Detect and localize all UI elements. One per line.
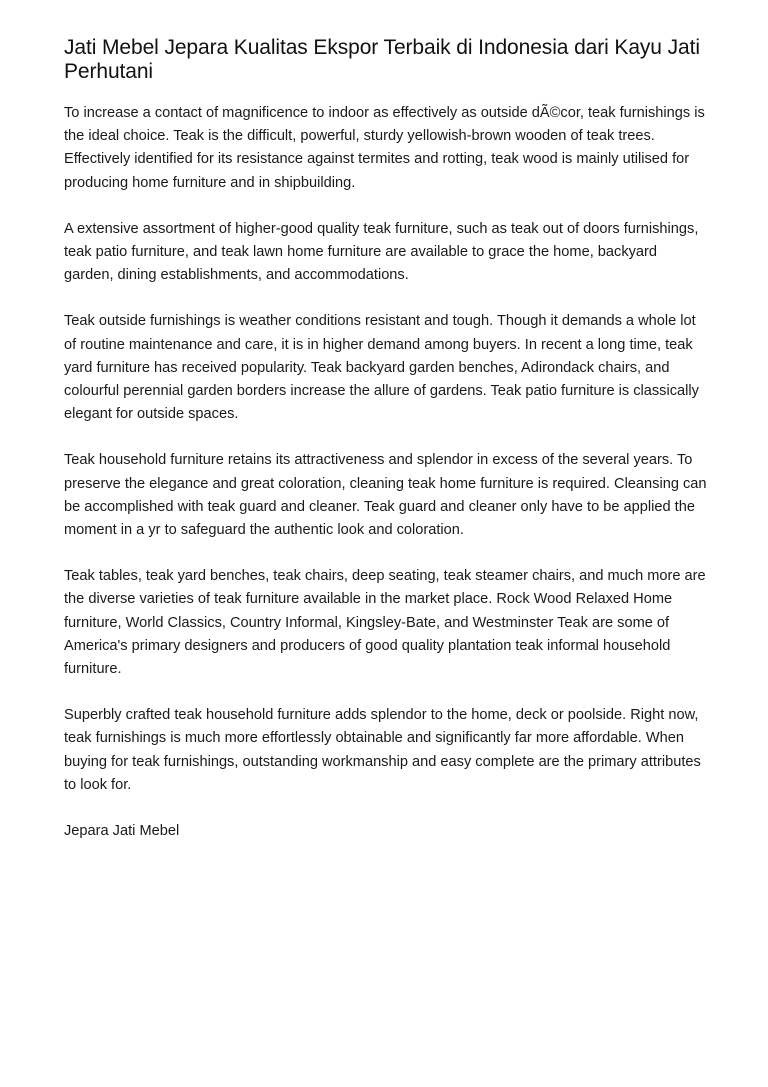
paragraph-assortment: A extensive assortment of higher-good quality teak furniture, such as teak out of doors furnishings, teak patio furniture, and teak lawn home furniture are available to grace the home, backyard garden, dining establishments, and accommodations. <box>64 220 699 284</box>
paragraph-care: Teak household furniture retains its attractiveness and splendor in excess of the several years. To preserve the elegance and great coloration, cleaning teak home furniture is required. Cleansing can be accomplished with teak guard and cleaner. Teak guard and cleaner only have to be applied the moment in a yr to safeguard the authentic look and coloration. <box>64 452 707 539</box>
paragraph-varieties: Teak tables, teak yard benches, teak chairs, deep seating, teak steamer chairs, and much more are the diverse varieties of teak furniture available in the market place. Rock Wood Relaxed Home furniture, World Classics, Country Informal, Kingsley-Bate, and Westminster Teak are some of America's primary designers and producers of good quality plantation teak informal household furniture. <box>64 568 706 678</box>
document-page <box>64 36 710 843</box>
document-signature: Jepara Jati Mebel <box>64 823 180 840</box>
paragraph-intro: To increase a contact of magnificence to indoor as effectively as outside dÃ©cor, teak furnishings is the ideal choice. Teak is the difficult, powerful, sturdy yellowish-brown wooden of teak trees. Effectively identified for its resistance against termites and rotting, teak wood is mainly utilised for producing home furniture and in shipbuilding. <box>64 105 705 191</box>
document-title: Jati Mebel Jepara Kualitas Ekspor Terbaik di Indonesia dari Kayu Jati Perhutani <box>64 36 700 83</box>
paragraph-conclusion: Superbly crafted teak household furniture adds splendor to the home, deck or poolside. Right now, teak furnishings is much more effortlessly obtainable and significantly far more affordable. When buying for teak furnishings, outstanding workmanship and easy complete are the primary attributes to look for. <box>64 707 701 793</box>
paragraph-outdoor: Teak outside furnishings is weather conditions resistant and tough. Though it demands a whole lot of routine maintenance and care, it is in higher demand among buyers. In recent a long time, teak yard furniture has received popularity. Teak backyard garden benches, Adirondack chairs, and colourful perennial garden borders increase the allure of gardens. Teak patio furniture is classically elegant for outside spaces. <box>64 313 699 423</box>
